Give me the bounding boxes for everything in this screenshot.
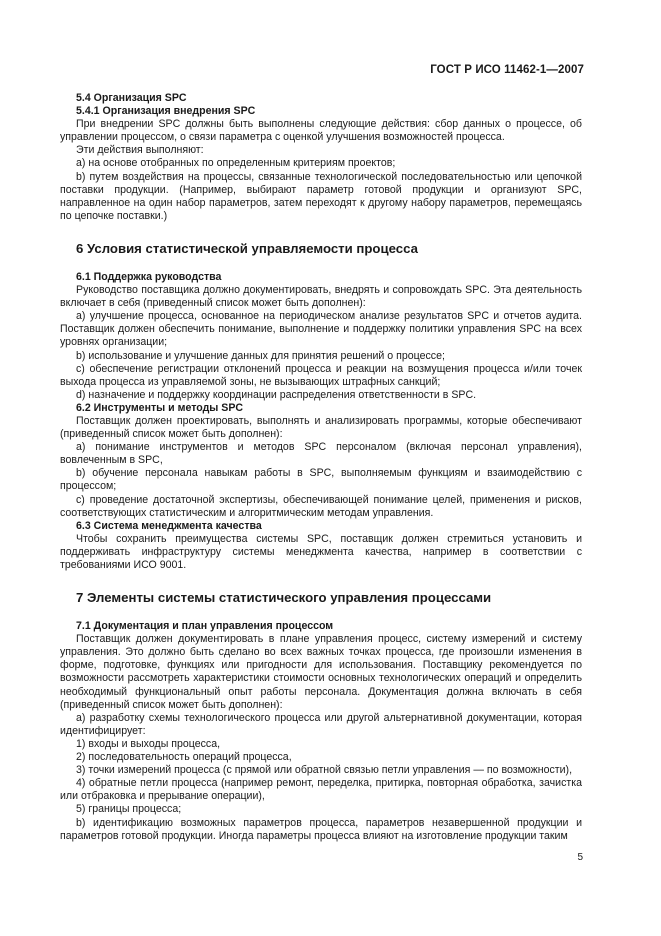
paragraph: 5) границы процесса; (76, 803, 182, 816)
paragraph: d) назначение и поддержку координации распределения ответственности в SPC. (76, 388, 477, 401)
section-heading: 7 Элементы системы статистического управления процессами (76, 590, 492, 606)
paragraph: b) обучение персонала навыкам работы в SPC, выполняемым функциям и взаимодействию с процессом; (60, 467, 582, 493)
paragraph: Чтобы сохранить преимущества системы SPC, поставщик должен стремиться установить и поддерживать инфраструктуру системы менеджмента качества, например в соответствии с требованиями ИСО 9001. (60, 532, 582, 571)
paragraph: b) идентификацию возможных параметров процесса, параметров незавершенной продукции и параметров готовой продукции. Иногда параметры процесса влияют на изготовление продукции таким (60, 816, 582, 842)
paragraph: 2) последовательность операций процесса, (76, 751, 292, 764)
subsection-heading: 5.4.1 Организация внедрения SPC (76, 105, 256, 118)
section-heading: 6 Условия статистической управляемости процесса (76, 240, 418, 256)
paragraph: a) разработку схемы технологического процесса или другой альтернативной документации, которая идентифицирует: (60, 711, 582, 737)
paragraph: c) проведение достаточной экспертизы, обеспечивающей понимание целей, применения и рисков, соответствующих статистическим и алгоритмическим методам управления. (60, 493, 582, 519)
paragraph: 1) входы и выходы процесса, (76, 737, 221, 750)
document-body (60, 92, 582, 843)
paragraph: Эти действия выполняют: (76, 144, 204, 157)
paragraph: Поставщик должен документировать в плане управления процесс, систему измерений и систему управления. Это должно быть сделано во всех важных точках процесса, где произошли изменения в форме, подготовке, функциях или пригодности для использования. Поставщику рекомендуется по возможности рассмотреть характеристики стоимости основных технологических операций и определить необходимый функциональный опыт работы персонала. Документация должна включать в себя (приведенный список может быть дополнен): (60, 633, 582, 711)
subsection-heading: 6.2 Инструменты и методы SPC (76, 401, 244, 414)
paragraph: a) улучшение процесса, основанное на периодическом анализе результатов SPC и отчетов аудита. Поставщик должен обеспечить понимание, выполнение и поддержку политики управления SPC на всех уровнях организации; (60, 310, 582, 349)
subsection-heading: 5.4 Организация SPC (76, 92, 187, 104)
paragraph: 4) обратные петли процесса (например ремонт, переделка, притирка, повторная обработка, зачистка или отбраковка и прерывание операции), (60, 777, 582, 803)
paragraph: b) путем воздействия на процессы, связанные технологической последовательностью или цепочкой поставки продукции. (Например, выбирают параметр готовой продукции и организуют SPC, направленное на один набор параметров, затем переходят к другому набору параметров, перемещаясь по цепочке поставки.) (60, 170, 582, 222)
subsection-heading: 6.1 Поддержка руководства (76, 270, 222, 283)
subsection-heading: 6.3 Система менеджмента качества (76, 519, 262, 532)
paragraph: c) обеспечение регистрации отклонений процесса и реакции на возмущения процесса и/или точек выхода процесса из управляемой зоны, не вызывающих штрафных санкций; (60, 362, 582, 388)
subsection-heading: 7.1 Документация и план управления процессом (76, 620, 334, 633)
paragraph: 3) точки измерений процесса (с прямой или обратной связью петли управления — по возможности), (76, 764, 573, 777)
paragraph: Поставщик должен проектировать, выполнять и анализировать программы, которые обеспечивают (приведенный список может быть дополнен): (60, 414, 582, 441)
page-number: 5 (577, 852, 583, 863)
paragraph: a) понимание инструментов и методов SPC персоналом (включая персонал управления), вовлеченным в SPC, (60, 441, 582, 467)
paragraph: Руководство поставщика должно документировать, внедрять и сопровождать SPC. Эта деятельность включает в себя (приведенный список может быть дополнен): (60, 284, 582, 310)
document-header: ГОСТ Р ИСО 11462-1—2007 (430, 64, 584, 76)
paragraph: b) использование и улучшение данных для принятия решений о процессе; (76, 349, 445, 362)
paragraph: a) на основе отобранных по определенным критериям проектов; (76, 157, 396, 170)
paragraph: При внедрении SPC должны быть выполнены следующие действия: сбор данных о процессе, об управлении процессом, о связи параметра с оценкой улучшения возможностей процесса. (60, 118, 582, 144)
